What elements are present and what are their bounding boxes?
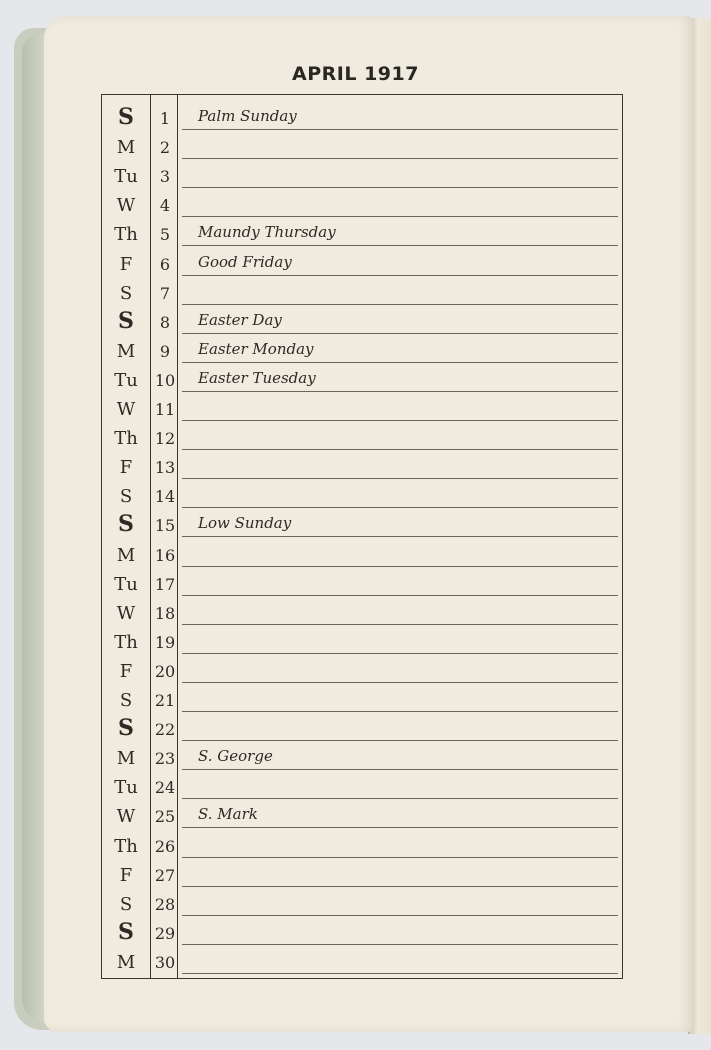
entry-line: [182, 857, 618, 858]
entry-line: [182, 536, 618, 537]
weekday-label: Tu: [114, 777, 138, 799]
weekday-label: Th: [114, 631, 138, 653]
date-number: 17: [154, 574, 176, 594]
weekday-label: M: [116, 748, 136, 770]
date-number: 4: [159, 196, 171, 216]
weekday-label: S: [118, 715, 134, 742]
weekday-label: F: [119, 457, 133, 479]
day-note: S. George: [198, 747, 273, 766]
entry-line: [182, 507, 618, 508]
weekday-label: W: [116, 195, 136, 217]
entry-line: [182, 944, 618, 945]
weekday-label: Tu: [114, 573, 138, 595]
entry-line: [182, 595, 618, 596]
weekday-label: F: [119, 253, 133, 275]
entry-line: [182, 973, 618, 974]
weekday-label: Tu: [114, 166, 138, 188]
page-title: APRIL 1917: [292, 63, 419, 85]
weekday-label: S: [118, 307, 134, 334]
date-number: 22: [154, 720, 176, 740]
date-number: 8: [159, 312, 171, 332]
weekday-divider: [150, 94, 151, 979]
weekday-label: S: [119, 690, 133, 711]
date-number: 2: [159, 138, 171, 158]
weekday-label: F: [119, 660, 133, 682]
weekday-label: S: [118, 104, 134, 130]
entry-line: [182, 827, 618, 828]
date-number: 15: [154, 516, 176, 536]
date-number: 13: [154, 458, 176, 478]
day-note: S. Mark: [198, 805, 258, 824]
entry-line: [182, 304, 618, 305]
entry-line: [182, 682, 618, 683]
entry-line: [182, 566, 618, 567]
date-number: 23: [154, 749, 176, 769]
entry-line: [182, 362, 618, 363]
date-number: 5: [159, 225, 171, 245]
date-number: 20: [154, 661, 176, 681]
entry-line: [182, 216, 618, 217]
weekday-label: Th: [114, 428, 138, 450]
date-number: 7: [159, 283, 171, 303]
entry-line: [182, 129, 618, 130]
entry-line: [182, 915, 618, 916]
date-number: 10: [154, 370, 176, 390]
weekday-label: W: [116, 602, 136, 624]
weekday-label: M: [116, 544, 136, 566]
date-number: 9: [159, 341, 171, 361]
weekday-label: Th: [114, 835, 138, 857]
weekday-label: S: [119, 486, 133, 508]
date-number: 6: [159, 254, 171, 274]
date-number: 28: [154, 894, 176, 914]
weekday-label: S: [118, 511, 134, 538]
weekday-label: S: [119, 893, 133, 915]
date-number: 24: [154, 778, 176, 798]
entry-line: [182, 420, 618, 421]
weekday-label: M: [116, 137, 136, 159]
entry-line: [182, 478, 618, 479]
weekday-label: Tu: [114, 369, 138, 391]
entry-line: [182, 333, 618, 334]
entry-line: [182, 624, 618, 625]
day-note: Good Friday: [198, 252, 292, 271]
entry-line: [182, 187, 618, 188]
date-number: 18: [154, 603, 176, 623]
entry-line: [182, 740, 618, 741]
date-number: 30: [154, 952, 176, 972]
date-number: 21: [154, 691, 176, 710]
entry-line: [182, 711, 618, 712]
entry-line: [182, 245, 618, 246]
entry-line: [182, 886, 618, 887]
weekday-label: F: [119, 864, 133, 886]
weekday-label: Th: [114, 224, 138, 246]
date-number: 11: [154, 400, 176, 419]
weekday-label: M: [116, 951, 136, 973]
date-number: 25: [154, 807, 176, 827]
date-number: 26: [154, 836, 176, 856]
date-number: 12: [154, 429, 176, 449]
weekday-label: W: [116, 806, 136, 828]
day-note: Palm Sunday: [198, 107, 297, 125]
day-note: Easter Day: [198, 310, 282, 329]
date-number: 3: [159, 167, 171, 187]
entry-line: [182, 769, 618, 770]
entry-line: [182, 653, 618, 654]
weekday-label: S: [118, 918, 134, 945]
weekday-label: M: [116, 340, 136, 362]
weekday-label: S: [119, 282, 133, 304]
day-note: Easter Monday: [198, 339, 314, 358]
entry-line: [182, 798, 618, 799]
weekday-label: W: [116, 399, 136, 420]
date-number: 1: [159, 109, 171, 128]
date-number: 19: [154, 632, 176, 652]
date-number: 29: [154, 923, 176, 943]
entry-line: [182, 449, 618, 450]
day-note: Maundy Thursday: [198, 223, 336, 242]
date-number: 27: [154, 865, 176, 885]
date-number: 14: [154, 487, 176, 507]
entry-line: [182, 158, 618, 159]
date-number: 16: [154, 545, 176, 565]
day-note: Easter Tuesday: [198, 368, 316, 387]
entry-line: [182, 391, 618, 392]
day-note: Low Sunday: [198, 514, 292, 533]
entry-line: [182, 275, 618, 276]
